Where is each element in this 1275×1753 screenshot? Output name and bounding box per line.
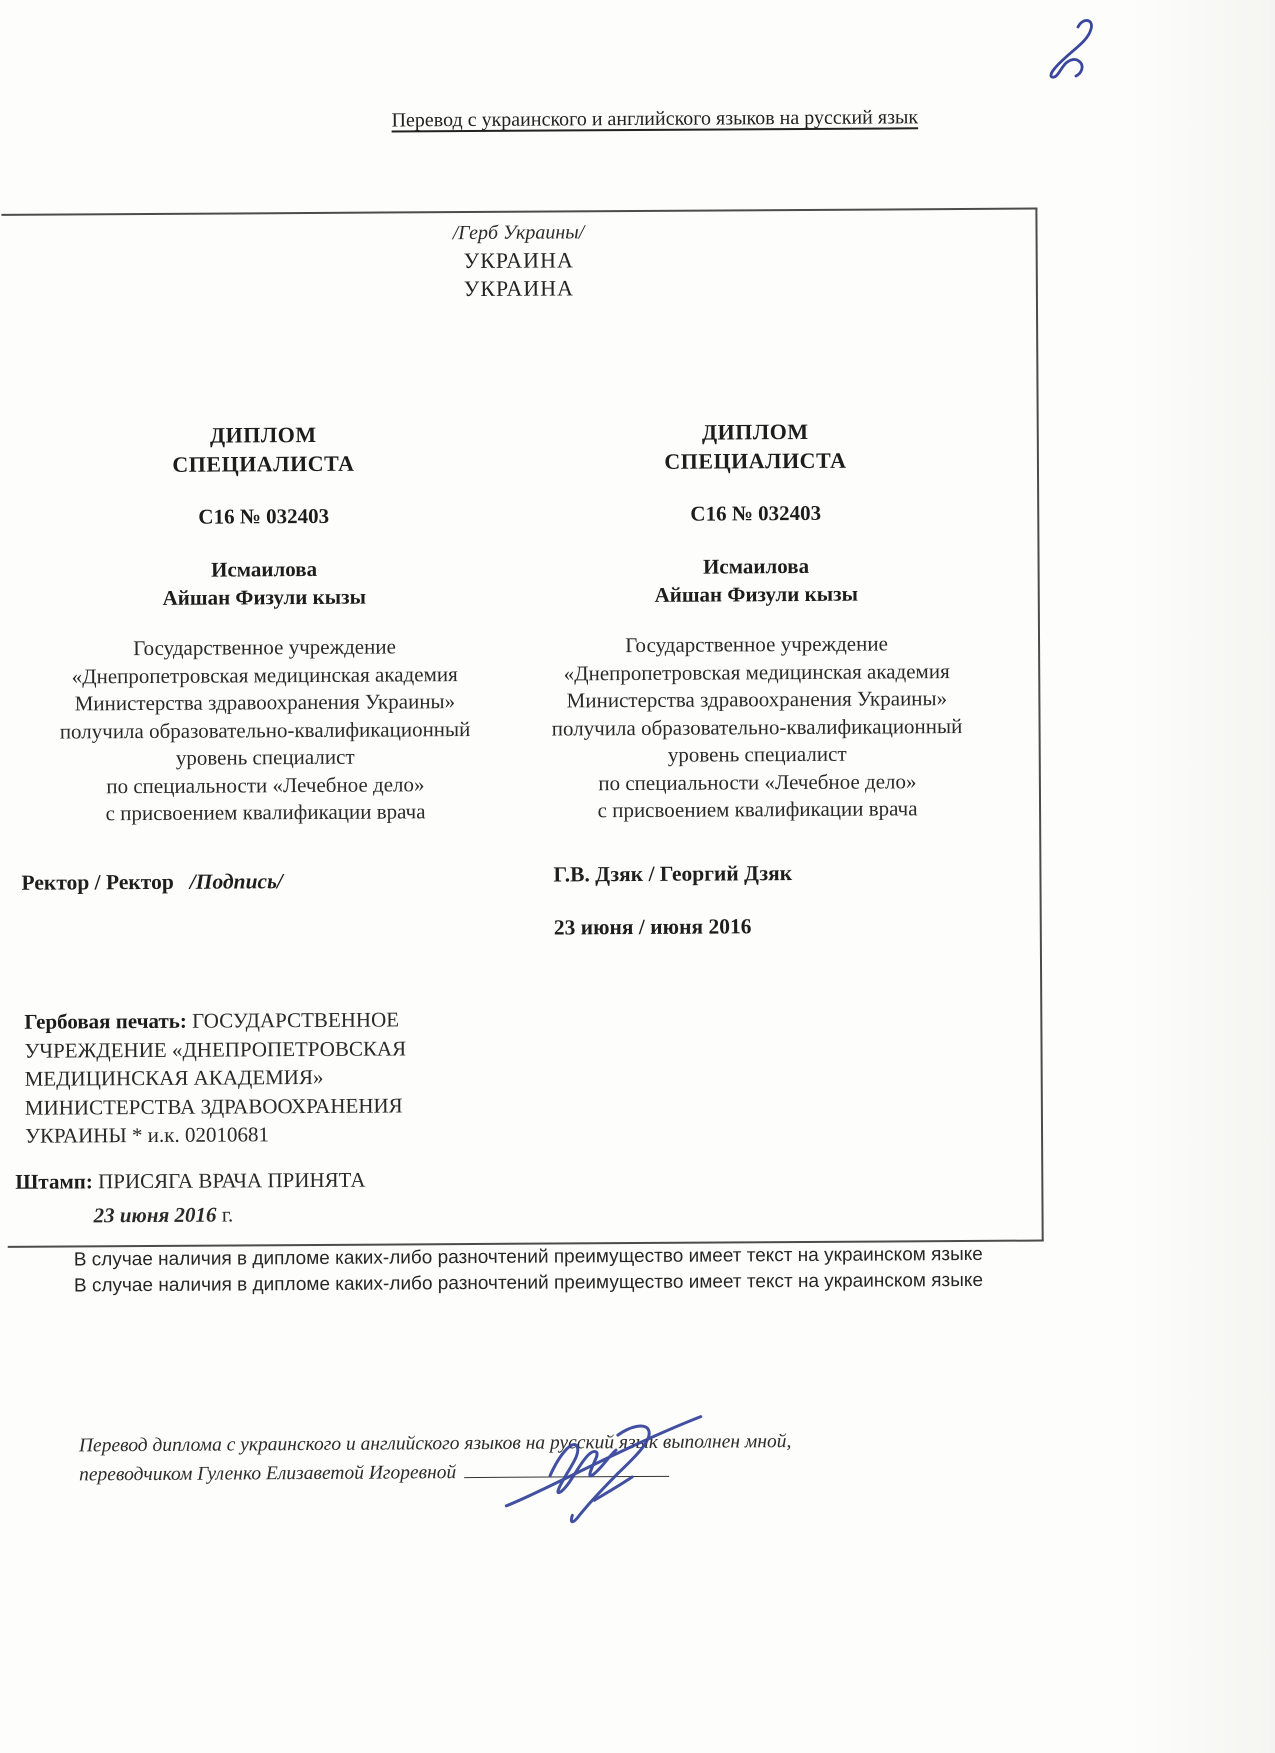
herald-note: /Герб Украины/ bbox=[452, 221, 585, 245]
seal-text-line: МЕДИЦИНСКАЯ АКАДЕМИЯ» bbox=[24, 1064, 324, 1091]
diploma-body-line: Государственное учреждение bbox=[133, 634, 396, 661]
diploma-body-line: по специальности «Лечебное дело» bbox=[598, 768, 917, 795]
diploma-title-line1: ДИПЛОМ bbox=[701, 418, 809, 445]
issue-date-line: 23 июня / июня 2016 bbox=[553, 914, 752, 940]
translator-name-text: переводчиком Гуленко Елизаветой Игоревной bbox=[79, 1462, 457, 1486]
diploma-body-line: по специальности «Лечебное дело» bbox=[106, 771, 425, 798]
seal-text-line: ГОСУДАРСТВЕННОЕ bbox=[192, 1007, 400, 1033]
graduate-given-names: Айшан Физули кызы bbox=[162, 584, 367, 610]
signature-note: /Подпись/ bbox=[189, 869, 283, 894]
rector-signature-line bbox=[21, 869, 283, 896]
diploma-title-line2: СПЕЦИАЛИСТА bbox=[172, 450, 355, 477]
translator-signature bbox=[498, 1405, 714, 1536]
diploma-body-line: получила образовательно-квалификационный bbox=[59, 716, 471, 744]
stamp-date-line bbox=[93, 1202, 233, 1228]
translator-statement-line1: Перевод диплома с украинского и английского языков на русский язык выполнен мной, bbox=[78, 1431, 792, 1457]
diploma-body-line: уровень специалист bbox=[175, 744, 355, 770]
stamp-description bbox=[15, 1168, 365, 1195]
graduate-surname: Исмаилова bbox=[210, 556, 318, 582]
seal-label: Гербовая печать: bbox=[24, 1008, 187, 1034]
stamp-date: 23 июня 2016 bbox=[93, 1202, 217, 1228]
graduate-name bbox=[523, 551, 988, 610]
stamp-text: ПРИСЯГА ВРАЧА ПРИНЯТА bbox=[98, 1167, 366, 1194]
document-frame bbox=[1, 208, 1043, 1248]
stamp-label: Штамп: bbox=[15, 1169, 93, 1194]
diploma-body-line: Министерства здравоохранения Украины» bbox=[74, 689, 456, 716]
country-name-line1: УКРАИНА bbox=[463, 247, 574, 274]
diploma-body bbox=[524, 630, 990, 825]
diploma-body-line: Государственное учреждение bbox=[625, 631, 888, 658]
diploma-title-line1: ДИПЛОМ bbox=[209, 421, 317, 448]
translation-header: Перевод с украинского и английского языков на русский язык bbox=[391, 106, 919, 132]
diploma-title bbox=[523, 416, 988, 477]
diploma-body-line: «Днепропетровская медицинская академия bbox=[563, 658, 950, 685]
rector-name-line: Г.В. Дзяк / Георгий Дзяк bbox=[553, 861, 793, 887]
disclaimer-line-1: В случае наличия в дипломе каких-либо разночтений преимущество имеет текст на украинском языке bbox=[73, 1243, 983, 1271]
diploma-title bbox=[31, 419, 496, 480]
diploma-column-right bbox=[521, 210, 992, 1243]
diploma-body-line: получила образовательно-квалификационный bbox=[551, 713, 963, 741]
disclaimer-line-2: В случае наличия в дипломе каких-либо разночтений преимущество имеет текст на украинском языке bbox=[73, 1269, 984, 1297]
seal-text-line: УКРАИНЫ * и.к. 02010681 bbox=[24, 1122, 269, 1148]
graduate-given-names: Айшан Физули кызы bbox=[654, 581, 859, 607]
diploma-body bbox=[32, 633, 498, 828]
country-name-line2: УКРАИНА bbox=[463, 275, 575, 302]
diploma-series-number: С16 № 032403 bbox=[198, 503, 330, 529]
diploma-body-line: с присвоением квалификации врача bbox=[597, 796, 918, 823]
rector-label: Ректор / Ректор bbox=[21, 869, 174, 895]
seal-text-line: УЧРЕЖДЕНИЕ «ДНЕПРОПЕТРОВСКАЯ bbox=[24, 1035, 407, 1063]
diploma-body-line: Министерства здравоохранения Украины» bbox=[566, 686, 948, 713]
diploma-body-line: уровень специалист bbox=[667, 741, 847, 767]
seal-description bbox=[24, 1005, 495, 1150]
diploma-body-line: с присвоением квалификации врача bbox=[105, 799, 426, 826]
graduate-surname: Исмаилова bbox=[702, 553, 810, 579]
stamp-date-suffix: г. bbox=[221, 1202, 234, 1227]
diploma-title-line2: СПЕЦИАЛИСТА bbox=[664, 447, 847, 474]
diploma-body-line: «Днепропетровская медицинская академия bbox=[71, 661, 458, 688]
seal-text-line: МИНИСТЕРСТВА ЗДРАВООХРАНЕНИЯ bbox=[24, 1092, 403, 1120]
graduate-name bbox=[31, 554, 496, 613]
diploma-series-number: С16 № 032403 bbox=[690, 500, 822, 526]
